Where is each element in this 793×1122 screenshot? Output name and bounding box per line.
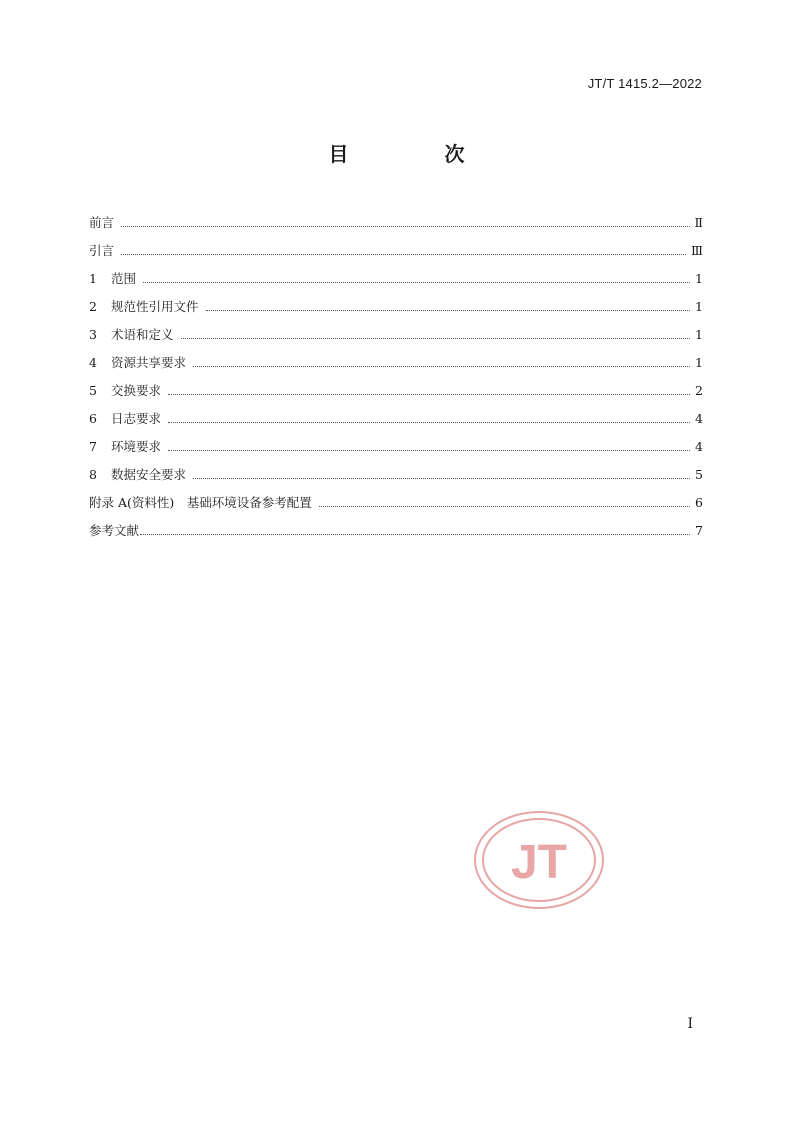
toc-leader-dots xyxy=(181,338,690,339)
toc-entry-label: 引言 xyxy=(89,243,115,258)
toc-leader-dots xyxy=(140,534,690,535)
toc-entry-appendix-a[interactable] xyxy=(89,483,703,511)
toc-leader-dots xyxy=(168,450,690,451)
toc-entry-label: 参考文献 xyxy=(89,523,140,538)
toc-leader-dots xyxy=(143,282,690,283)
page-number: I xyxy=(687,1016,693,1032)
toc-entry-page: 2 xyxy=(695,383,703,398)
toc-entry-label: 交换要求 xyxy=(111,383,162,398)
toc-entry-page: 4 xyxy=(695,439,703,454)
toc-leader-dots xyxy=(193,478,690,479)
toc-entry-page: Ⅱ xyxy=(694,215,703,230)
toc-entry-logging[interactable] xyxy=(89,399,703,427)
toc-leader-dots xyxy=(168,394,690,395)
toc-entry-number: 5 xyxy=(89,383,97,398)
toc-entry-label: 环境要求 xyxy=(111,439,162,454)
toc-entry-label: 范围 xyxy=(111,271,137,286)
toc-entry-page: 5 xyxy=(695,467,703,482)
toc-entry-label: 规范性引用文件 xyxy=(111,299,199,314)
toc-entry-resource-sharing[interactable] xyxy=(89,343,703,371)
toc-entry-page: 1 xyxy=(695,355,703,370)
toc-entry-terms[interactable] xyxy=(89,315,703,343)
toc-entry-label: 术语和定义 xyxy=(111,327,174,342)
toc-leader-dots xyxy=(168,422,690,423)
toc-entry-page: 4 xyxy=(695,411,703,426)
toc-leader-dots xyxy=(121,226,689,227)
toc-entry-page: 1 xyxy=(695,271,703,286)
toc-entry-label: 资源共享要求 xyxy=(111,355,187,370)
toc-entry-page: 7 xyxy=(695,523,703,538)
jt-watermark-logo xyxy=(473,810,605,910)
toc-entry-environment[interactable] xyxy=(89,427,703,455)
toc-leader-dots xyxy=(206,310,690,311)
toc-entry-number: 7 xyxy=(89,439,97,454)
toc-entry-page: Ⅲ xyxy=(690,243,703,258)
toc-leader-dots xyxy=(193,366,690,367)
toc-entry-number: 4 xyxy=(89,355,97,370)
toc-entry-number: 6 xyxy=(89,411,97,426)
toc-entry-number: 3 xyxy=(89,327,97,342)
toc-entry-data-security[interactable] xyxy=(89,455,703,483)
toc-entry-bibliography[interactable] xyxy=(89,511,703,539)
toc-entry-foreword[interactable] xyxy=(89,203,703,231)
toc-entry-normative-references[interactable] xyxy=(89,287,703,315)
toc-entry-label: 日志要求 xyxy=(111,411,162,426)
toc-entry-number: 8 xyxy=(89,467,97,482)
toc-entry-exchange[interactable] xyxy=(89,371,703,399)
toc-entry-page: 1 xyxy=(695,299,703,314)
watermark-text: JT xyxy=(510,836,568,889)
standard-number: JT/T 1415.2—2022 xyxy=(587,76,702,91)
page-title: 目 次 xyxy=(328,142,503,166)
toc-entry-scope[interactable] xyxy=(89,259,703,287)
toc-entry-number: 1 xyxy=(89,271,97,286)
toc-entry-label: 数据安全要求 xyxy=(111,467,187,482)
toc-leader-dots xyxy=(121,254,686,255)
toc-leader-dots xyxy=(319,506,690,507)
toc-entry-label: 附录 A(资料性) 基础环境设备参考配置 xyxy=(89,495,312,510)
table-of-contents xyxy=(89,203,703,539)
toc-entry-number: 2 xyxy=(89,299,97,314)
toc-entry-page: 1 xyxy=(695,327,703,342)
toc-entry-introduction[interactable] xyxy=(89,231,703,259)
toc-entry-page: 6 xyxy=(695,495,703,510)
toc-entry-label: 前言 xyxy=(89,215,115,230)
